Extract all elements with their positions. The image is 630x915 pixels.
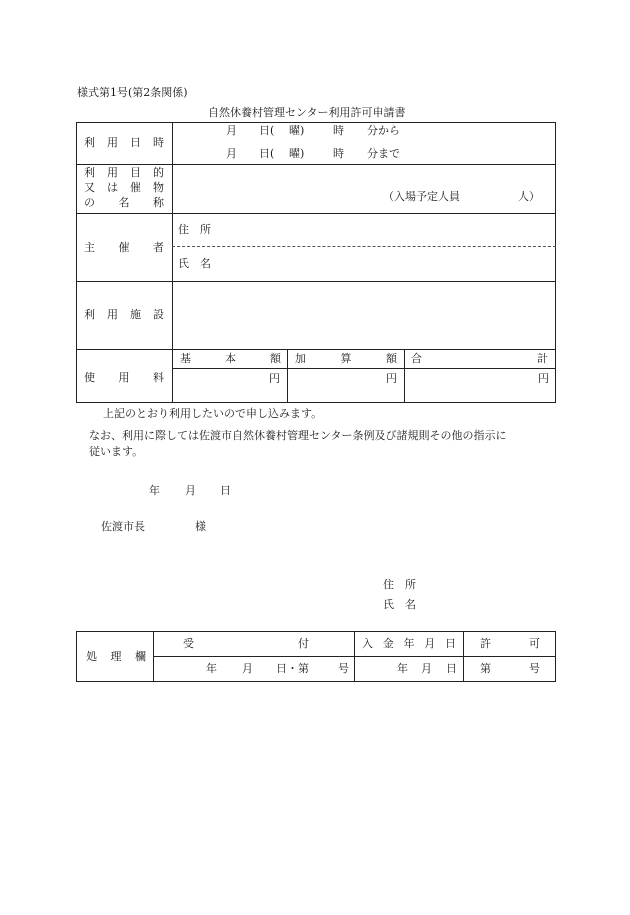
- usage-date-label: 利 用 日 時: [84, 136, 164, 149]
- base-fee-header: 基 本 額: [180, 352, 281, 365]
- purpose-label-line2: 又 は 催 物: [84, 181, 164, 194]
- fee-label: 使 用 料: [84, 371, 164, 384]
- payment-date-header: 入 金 年 月 日: [362, 637, 456, 650]
- permission-header: 許 可: [480, 637, 540, 650]
- applicant-address-field[interactable]: [430, 575, 550, 593]
- purpose-label-line3: の 名 称: [84, 196, 164, 209]
- additional-fee-field[interactable]: [291, 371, 401, 399]
- purpose-input[interactable]: [176, 167, 376, 187]
- statement-line3: 従います。: [89, 445, 144, 458]
- base-fee-yen: 円: [269, 372, 280, 385]
- organizer-label: 主 催 者: [84, 241, 164, 254]
- applicant-name-label: 氏 名: [383, 598, 416, 611]
- organizer-address-field[interactable]: [230, 218, 550, 242]
- attendance-prefix: （入場予定人員: [383, 190, 460, 203]
- addressee-honorific: 様: [195, 520, 206, 533]
- statement-line1: 上記のとおり利用したいので申し込みます。: [103, 407, 323, 420]
- attendance-suffix: 人）: [518, 190, 540, 203]
- organizer-address-label: 住 所: [178, 223, 211, 236]
- base-fee-field[interactable]: [176, 371, 284, 399]
- statement-line2: なお、利用に際しては佐渡市自然休養村管理センター条例及び諸規則その他の指示に: [89, 429, 507, 442]
- facility-field[interactable]: [176, 286, 552, 344]
- addressee: 佐渡市長: [101, 520, 145, 533]
- total-fee-field[interactable]: [408, 371, 553, 399]
- additional-fee-yen: 円: [386, 372, 397, 385]
- additional-fee-header: 加 算 額: [295, 352, 397, 365]
- purpose-label-line1: 利 用 目 的: [84, 166, 164, 179]
- applicant-name-field[interactable]: [430, 595, 550, 613]
- applicant-address-label: 住 所: [383, 578, 416, 591]
- form-number: 様式第1号(第2条関係): [77, 86, 188, 99]
- total-fee-header: 合 計: [411, 352, 548, 365]
- organizer-name-field[interactable]: [230, 251, 550, 275]
- organizer-name-label: 氏 名: [178, 257, 211, 270]
- receipt-header: 受 付: [183, 637, 309, 650]
- total-fee-yen: 円: [538, 372, 549, 385]
- facility-label: 利 用 施 設: [84, 308, 164, 321]
- document-title: 自然休養村管理センター利用許可申請書: [208, 106, 406, 119]
- processing-label: 処 理 欄: [86, 650, 146, 663]
